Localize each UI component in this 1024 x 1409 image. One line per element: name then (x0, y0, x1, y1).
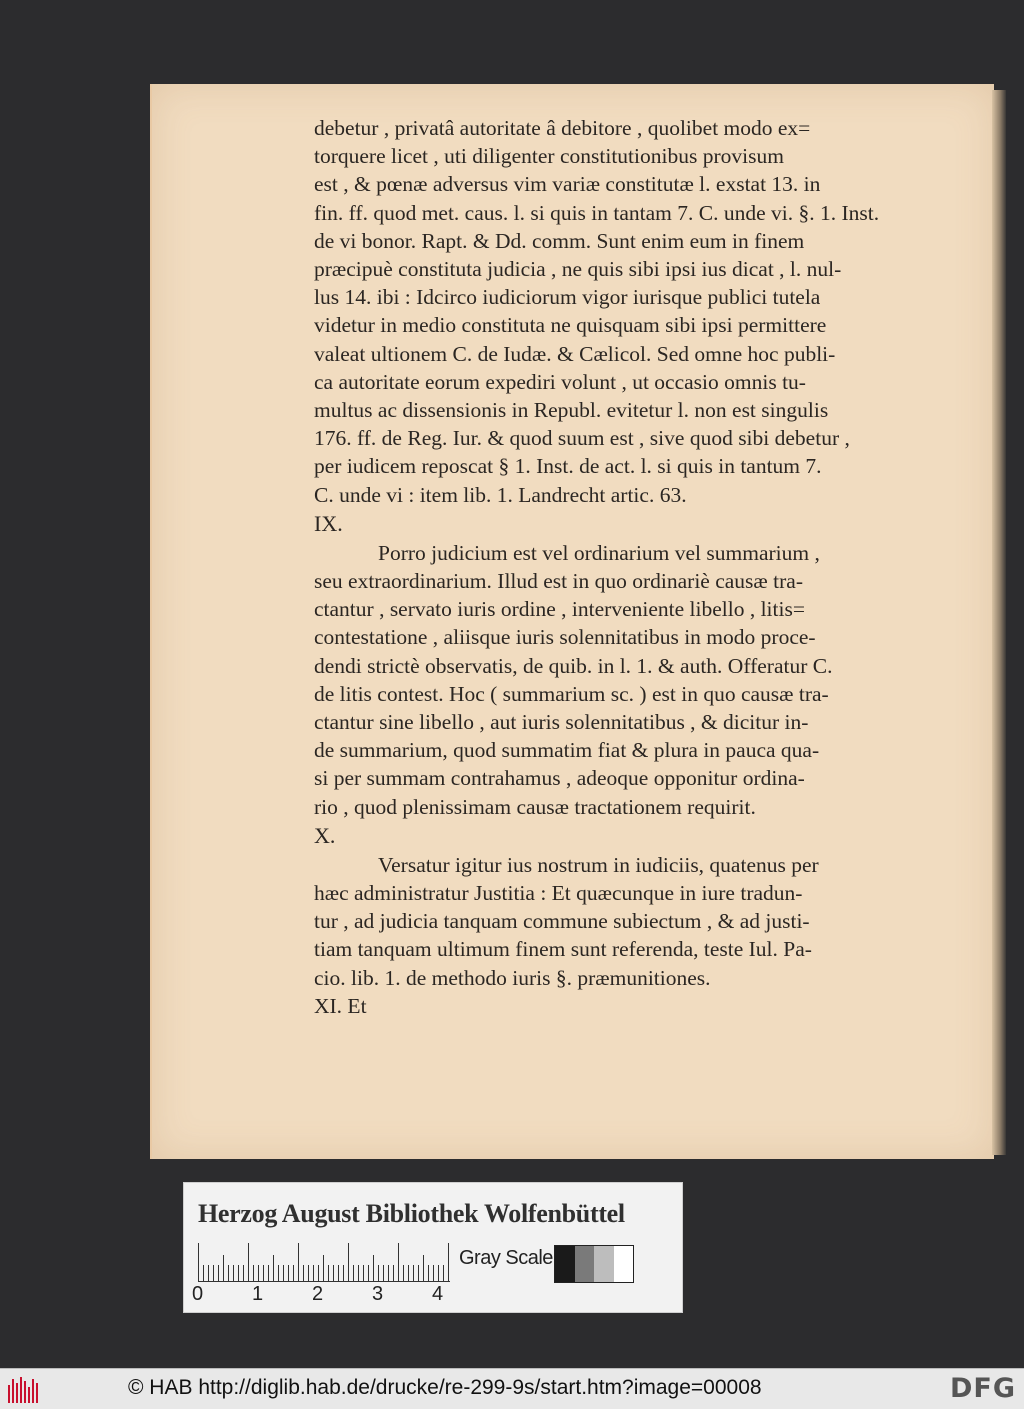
ruler-tick (388, 1265, 389, 1281)
hab-logo-icon (8, 1375, 40, 1403)
logo-bar (16, 1383, 18, 1403)
ruler-tick (328, 1265, 329, 1281)
ruler-tick (248, 1243, 249, 1281)
text-line: lus 14. ibi : Idcirco iudiciorum vigor iurisque publici tutela (314, 285, 821, 310)
paragraph-ix (314, 539, 939, 821)
logo-bar (8, 1385, 10, 1403)
ruler-tick (258, 1265, 259, 1281)
logo-bar (12, 1379, 14, 1403)
text-line: ca autoritate eorum expediri volunt , ut occasio omnis tu- (314, 369, 806, 394)
footer-credit-link[interactable]: © HAB http://diglib.hab.de/drucke/re-299-9s/start.htm?image=00008 (128, 1376, 762, 1399)
ruler-number: 0 (192, 1283, 204, 1305)
ruler-number: 1 (252, 1283, 264, 1305)
ruler-number: 2 (312, 1283, 324, 1305)
ruler-tick (323, 1255, 324, 1281)
ruler-number: 4 (432, 1283, 444, 1305)
ruler-tick (353, 1265, 354, 1281)
ruler-tick (373, 1255, 374, 1281)
ruler-tick (358, 1265, 359, 1281)
ruler-tick (433, 1265, 434, 1281)
catchword: XI. Et (314, 993, 367, 1018)
ruler-tick (368, 1265, 369, 1281)
text-line: C. unde vi : item lib. 1. Landrecht artic. 63. (314, 482, 687, 507)
ruler-tick (243, 1265, 244, 1281)
page-text (314, 114, 939, 1020)
ruler-tick (443, 1265, 444, 1281)
text-line: est , & pœnæ adversus vim variæ constitutæ l. exstat 13. in (314, 172, 821, 197)
text-line: seu extraordinarium. Illud est in quo ordinariè causæ tra- (314, 569, 803, 594)
text-line: ctantur , servato iuris ordine , interveniente libello , litis= (314, 597, 805, 622)
text-line: 176. ff. de Reg. Iur. & quod suum est , sive quod sibi debetur , (314, 426, 850, 451)
text-line: Versatur igitur ius nostrum in iudiciis, quatenus per (378, 852, 819, 877)
logo-bar (24, 1381, 26, 1403)
ruler-tick (338, 1265, 339, 1281)
text-line: rio , quod plenissimam causæ tractationem requirit. (314, 794, 756, 819)
gray-swatch (575, 1246, 595, 1282)
text-line: dendi strictè observatis, de quib. in l. 1. & auth. Offeratur C. (314, 653, 833, 678)
text-line: contestatione , aliisque iuris solennitatibus in modo proce- (314, 625, 816, 650)
text-line: tiam tanquam ultimum finem sunt referenda, teste Iul. Pa- (314, 937, 812, 962)
ruler-tick (228, 1265, 229, 1281)
ruler-tick (268, 1265, 269, 1281)
logo-bar (32, 1379, 34, 1403)
ruler-tick (303, 1265, 304, 1281)
ruler-tick (238, 1265, 239, 1281)
text-line: de summarium, quod summatim fiat & plura in pauca qua- (314, 738, 820, 763)
gray-scale-label: Gray Scale (459, 1247, 553, 1269)
text-line: ctantur sine libello , aut iuris solennitatibus , & dicitur in- (314, 710, 809, 735)
footer-bar (0, 1368, 1024, 1409)
logo-bar (36, 1383, 38, 1403)
text-line: multus ac dissensionis in Republ. evitetur l. non est singulis (314, 398, 829, 423)
institution-name: Herzog August Bibliothek Wolfenbüttel (198, 1199, 625, 1228)
ruler-tick (408, 1265, 409, 1281)
ruler-tick (393, 1265, 394, 1281)
ruler-tick (308, 1265, 309, 1281)
book-page (150, 84, 994, 1159)
ruler-tick (378, 1265, 379, 1281)
text-line: debetur , privatâ autoritate â debitore , quolibet modo ex= (314, 116, 811, 140)
text-line: hæc administratur Justitia : Et quæcunque in iure tradun- (314, 881, 803, 906)
ruler-number: 3 (372, 1283, 384, 1305)
ruler-tick (273, 1255, 274, 1281)
gray-swatch (594, 1246, 614, 1282)
text-line: valeat ultionem C. de Iudæ. & Cælicol. Sed omne hoc publi- (314, 341, 836, 366)
text-line: de vi bonor. Rapt. & Dd. comm. Sunt enim eum in finem (314, 228, 805, 253)
ruler-tick (413, 1265, 414, 1281)
text-line: si per summam contrahamus , adeoque opponitur ordina- (314, 766, 805, 791)
text-line: tur , ad judicia tanquam commune subiectum , & ad justi- (314, 909, 810, 934)
scale-ruler (198, 1241, 450, 1282)
ruler-tick (448, 1243, 449, 1281)
section-heading-ix: IX. (314, 510, 343, 536)
ruler-tick (283, 1265, 284, 1281)
ruler-tick (298, 1243, 299, 1281)
ruler-tick (218, 1265, 219, 1281)
ruler-tick (213, 1265, 214, 1281)
ruler-tick (438, 1265, 439, 1281)
ruler-tick (403, 1265, 404, 1281)
ruler-tick (418, 1265, 419, 1281)
dfg-logo: DFG (949, 1373, 1016, 1404)
ruler-tick (293, 1265, 294, 1281)
text-line: de litis contest. Hoc ( summarium sc. ) est in quo causæ tra- (314, 681, 829, 706)
ruler-tick (398, 1243, 399, 1281)
text-line: cio. lib. 1. de methodo iuris §. præmunitiones. (314, 965, 711, 990)
text-line: fin. ff. quod met. caus. l. si quis in tantam 7. C. unde vi. §. 1. Inst. (314, 200, 880, 225)
text-line: videtur in medio constituta ne quisquam sibi ipsi permittere (314, 313, 827, 338)
ruler-tick (348, 1243, 349, 1281)
text-line: præcipuè constituta judicia , ne quis sibi ipsi ius dicat , l. nul- (314, 257, 842, 282)
ruler-tick (208, 1265, 209, 1281)
paragraph-viii-continuation (314, 114, 939, 509)
ruler-tick (263, 1265, 264, 1281)
ruler-tick (223, 1255, 224, 1281)
page-edge (992, 90, 1006, 1155)
ruler-tick (428, 1265, 429, 1281)
ruler-numbers (192, 1283, 462, 1307)
text-line: torquere licet , uti diligenter constitutionibus provisum (314, 144, 784, 169)
gray-scale-swatches (554, 1245, 634, 1283)
ruler-tick (288, 1265, 289, 1281)
ruler-tick (233, 1265, 234, 1281)
ruler-tick (198, 1243, 199, 1281)
paragraph-x (314, 851, 939, 992)
ruler-tick (363, 1265, 364, 1281)
text-line: Porro judicium est vel ordinarium vel summarium , (378, 540, 820, 565)
logo-bar (28, 1387, 30, 1403)
color-calibration-label (183, 1182, 683, 1313)
ruler-tick (203, 1265, 204, 1281)
ruler-tick (333, 1265, 334, 1281)
logo-bar (20, 1377, 22, 1403)
ruler-tick (313, 1265, 314, 1281)
ruler-tick (383, 1265, 384, 1281)
text-line: per iudicem reposcat § 1. Inst. de act. l. si quis in tantum 7. (314, 454, 822, 479)
ruler-tick (278, 1265, 279, 1281)
section-heading-x: X. (314, 822, 336, 848)
ruler-tick (343, 1265, 344, 1281)
ruler-tick (253, 1265, 254, 1281)
ruler-tick (423, 1255, 424, 1281)
ruler-tick (318, 1265, 319, 1281)
gray-swatch (555, 1246, 575, 1282)
gray-swatch (614, 1246, 634, 1282)
